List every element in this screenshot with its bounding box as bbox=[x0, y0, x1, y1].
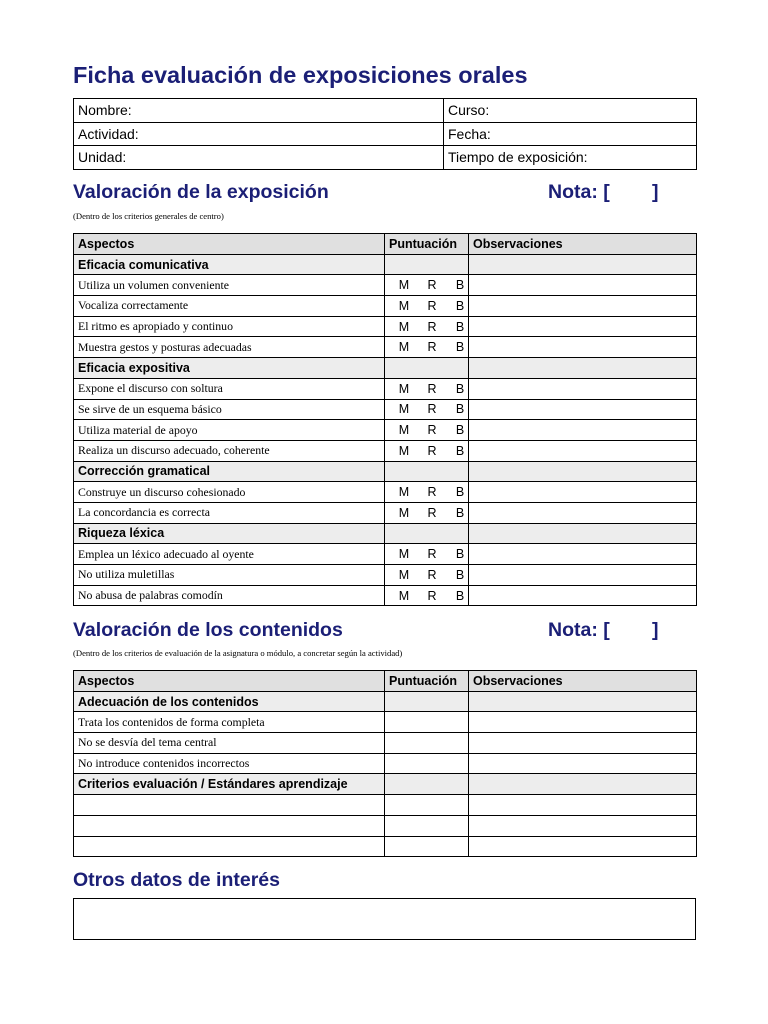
observation-cell[interactable] bbox=[469, 275, 697, 296]
observation-cell[interactable] bbox=[469, 836, 697, 857]
score-option-m[interactable]: M bbox=[398, 423, 410, 438]
nota-exposicion[interactable] bbox=[548, 181, 659, 204]
col-puntuacion: Puntuación bbox=[385, 671, 469, 692]
otros-datos-textbox[interactable] bbox=[73, 898, 696, 940]
category-obs-cell bbox=[469, 523, 697, 544]
contenidos-table bbox=[73, 670, 697, 857]
criterion-label: Muestra gestos y posturas adecuadas bbox=[74, 337, 385, 358]
score-option-m[interactable]: M bbox=[398, 381, 410, 396]
criterion-row bbox=[74, 296, 697, 317]
category-obs-cell bbox=[469, 358, 697, 379]
score-option-b[interactable]: B bbox=[455, 588, 465, 603]
score-option-r[interactable]: R bbox=[427, 443, 437, 458]
score-option-m[interactable]: M bbox=[398, 340, 410, 355]
col-puntuacion: Puntuación bbox=[385, 234, 469, 255]
score-cell bbox=[385, 440, 469, 461]
criterion-row bbox=[74, 420, 697, 441]
criterion-label: El ritmo es apropiado y continuo bbox=[74, 316, 385, 337]
section-title-contenidos: Valoración de los contenidos bbox=[73, 619, 343, 641]
score-option-r[interactable]: R bbox=[427, 588, 437, 603]
criterion-blank-cell[interactable] bbox=[74, 815, 385, 836]
category-label: Eficacia comunicativa bbox=[74, 254, 385, 275]
criterion-label: Trata los contenidos de forma completa bbox=[74, 712, 385, 733]
score-option-b[interactable]: B bbox=[455, 567, 465, 582]
nota-label: Nota: [ bbox=[548, 619, 610, 641]
nota-contenidos[interactable] bbox=[548, 619, 659, 642]
observation-cell[interactable] bbox=[469, 565, 697, 586]
score-option-b[interactable]: B bbox=[455, 298, 465, 313]
score-option-r[interactable]: R bbox=[427, 567, 437, 582]
score-cell[interactable] bbox=[385, 795, 469, 816]
observation-cell[interactable] bbox=[469, 795, 697, 816]
criterion-label: Vocaliza correctamente bbox=[74, 296, 385, 317]
score-cell bbox=[385, 275, 469, 296]
score-option-m[interactable]: M bbox=[398, 298, 410, 313]
score-option-m[interactable]: M bbox=[398, 443, 410, 458]
category-score-cell bbox=[385, 774, 469, 795]
criterion-row bbox=[74, 565, 697, 586]
col-aspectos: Aspectos bbox=[74, 671, 385, 692]
category-score-cell bbox=[385, 358, 469, 379]
criterion-label: Realiza un discurso adecuado, coherente bbox=[74, 440, 385, 461]
score-option-m[interactable]: M bbox=[398, 505, 410, 520]
score-option-b[interactable]: B bbox=[455, 505, 465, 520]
score-cell[interactable] bbox=[385, 753, 469, 774]
col-observaciones: Observaciones bbox=[469, 671, 697, 692]
observation-cell[interactable] bbox=[469, 482, 697, 503]
criterion-label: No introduce contenidos incorrectos bbox=[74, 753, 385, 774]
score-option-r[interactable]: R bbox=[427, 485, 437, 500]
criterion-label: No utiliza muletillas bbox=[74, 565, 385, 586]
section-title-exposicion: Valoración de la exposición bbox=[73, 181, 329, 203]
observation-cell[interactable] bbox=[469, 544, 697, 565]
score-option-r[interactable]: R bbox=[427, 423, 437, 438]
score-option-r[interactable]: R bbox=[427, 547, 437, 562]
score-option-b[interactable]: B bbox=[455, 381, 465, 396]
criterion-blank-cell[interactable] bbox=[74, 795, 385, 816]
score-cell bbox=[385, 399, 469, 420]
col-aspectos: Aspectos bbox=[74, 234, 385, 255]
section-note: (Dentro de los criterios de evaluación de la asignatura o módulo, a concretar según la actividad) bbox=[73, 648, 403, 658]
observation-cell[interactable] bbox=[469, 712, 697, 733]
criterion-row bbox=[74, 482, 697, 503]
observation-cell[interactable] bbox=[469, 815, 697, 836]
category-label: Criterios evaluación / Estándares aprendizaje bbox=[74, 774, 385, 795]
score-option-b[interactable]: B bbox=[455, 485, 465, 500]
score-option-r[interactable]: R bbox=[427, 402, 437, 417]
score-option-m[interactable]: M bbox=[398, 588, 410, 603]
student-info-table bbox=[73, 98, 697, 170]
criterion-label: Construye un discurso cohesionado bbox=[74, 482, 385, 503]
criterion-label: Se sirve de un esquema básico bbox=[74, 399, 385, 420]
score-option-b[interactable]: B bbox=[455, 340, 465, 355]
curso-field[interactable]: Curso: bbox=[444, 99, 697, 123]
criterion-row bbox=[74, 544, 697, 565]
criterion-row bbox=[74, 316, 697, 337]
criterion-label: No abusa de palabras comodín bbox=[74, 585, 385, 606]
criterion-row bbox=[74, 440, 697, 461]
nombre-field[interactable]: Nombre: bbox=[74, 99, 444, 123]
section-title-otros: Otros datos de interés bbox=[73, 869, 280, 891]
observation-cell[interactable] bbox=[469, 316, 697, 337]
score-cell[interactable] bbox=[385, 712, 469, 733]
nota-close-bracket: ] bbox=[652, 619, 659, 641]
criterion-label: Emplea un léxico adecuado al oyente bbox=[74, 544, 385, 565]
observation-cell[interactable] bbox=[469, 585, 697, 606]
criterion-row bbox=[74, 502, 697, 523]
score-cell bbox=[385, 544, 469, 565]
score-option-b[interactable]: B bbox=[455, 423, 465, 438]
score-cell[interactable] bbox=[385, 815, 469, 836]
nota-label: Nota: [ bbox=[548, 181, 610, 203]
category-obs-cell bbox=[469, 774, 697, 795]
score-cell bbox=[385, 337, 469, 358]
criterion-label: Expone el discurso con soltura bbox=[74, 378, 385, 399]
unidad-field[interactable]: Unidad: bbox=[74, 146, 444, 170]
category-score-cell bbox=[385, 254, 469, 275]
score-option-r[interactable]: R bbox=[427, 298, 437, 313]
score-option-b[interactable]: B bbox=[455, 278, 465, 293]
criterion-row bbox=[74, 275, 697, 296]
criterion-label: La concordancia es correcta bbox=[74, 502, 385, 523]
observation-cell[interactable] bbox=[469, 440, 697, 461]
category-label: Eficacia expositiva bbox=[74, 358, 385, 379]
section-note: (Dentro de los criterios generales de centro) bbox=[73, 211, 224, 221]
category-obs-cell bbox=[469, 461, 697, 482]
score-option-r[interactable]: R bbox=[427, 319, 437, 334]
criterion-label: No se desvía del tema central bbox=[74, 733, 385, 754]
category-obs-cell bbox=[469, 254, 697, 275]
criterion-label: Utiliza un volumen conveniente bbox=[74, 275, 385, 296]
category-score-cell bbox=[385, 691, 469, 712]
criterion-row bbox=[74, 337, 697, 358]
criterion-row bbox=[74, 399, 697, 420]
observation-cell[interactable] bbox=[469, 337, 697, 358]
score-option-r[interactable]: R bbox=[427, 278, 437, 293]
category-obs-cell bbox=[469, 691, 697, 712]
score-option-m[interactable]: M bbox=[398, 547, 410, 562]
fecha-field[interactable]: Fecha: bbox=[444, 122, 697, 146]
score-cell[interactable] bbox=[385, 733, 469, 754]
criterion-row bbox=[74, 378, 697, 399]
score-option-r[interactable]: R bbox=[427, 381, 437, 396]
exposicion-table bbox=[73, 233, 697, 606]
observation-cell[interactable] bbox=[469, 378, 697, 399]
criterion-row bbox=[74, 585, 697, 606]
score-cell[interactable] bbox=[385, 836, 469, 857]
score-cell bbox=[385, 420, 469, 441]
score-option-m[interactable]: M bbox=[398, 402, 410, 417]
observation-cell[interactable] bbox=[469, 420, 697, 441]
score-cell bbox=[385, 296, 469, 317]
category-score-cell bbox=[385, 523, 469, 544]
category-label: Adecuación de los contenidos bbox=[74, 691, 385, 712]
category-label: Corrección gramatical bbox=[74, 461, 385, 482]
score-cell bbox=[385, 316, 469, 337]
score-option-r[interactable]: R bbox=[427, 340, 437, 355]
observation-cell[interactable] bbox=[469, 399, 697, 420]
score-option-m[interactable]: M bbox=[398, 319, 410, 334]
actividad-field[interactable]: Actividad: bbox=[74, 122, 444, 146]
score-option-b[interactable]: B bbox=[455, 443, 465, 458]
score-option-b[interactable]: B bbox=[455, 402, 465, 417]
score-option-m[interactable]: M bbox=[398, 567, 410, 582]
observation-cell[interactable] bbox=[469, 753, 697, 774]
observation-cell[interactable] bbox=[469, 502, 697, 523]
score-option-b[interactable]: B bbox=[455, 319, 465, 334]
observation-cell[interactable] bbox=[469, 733, 697, 754]
score-option-r[interactable]: R bbox=[427, 505, 437, 520]
nota-close-bracket: ] bbox=[652, 181, 659, 203]
score-option-m[interactable]: M bbox=[398, 485, 410, 500]
category-score-cell bbox=[385, 461, 469, 482]
score-cell bbox=[385, 482, 469, 503]
observation-cell[interactable] bbox=[469, 296, 697, 317]
score-option-m[interactable]: M bbox=[398, 278, 410, 293]
criterion-blank-cell[interactable] bbox=[74, 836, 385, 857]
score-cell bbox=[385, 502, 469, 523]
col-observaciones: Observaciones bbox=[469, 234, 697, 255]
tiempo-exposicion-field[interactable]: Tiempo de exposición: bbox=[444, 146, 697, 170]
score-option-b[interactable]: B bbox=[455, 547, 465, 562]
page-title: Ficha evaluación de exposiciones orales bbox=[73, 62, 528, 88]
score-cell bbox=[385, 585, 469, 606]
score-cell bbox=[385, 378, 469, 399]
criterion-label: Utiliza material de apoyo bbox=[74, 420, 385, 441]
category-label: Riqueza léxica bbox=[74, 523, 385, 544]
score-cell bbox=[385, 565, 469, 586]
